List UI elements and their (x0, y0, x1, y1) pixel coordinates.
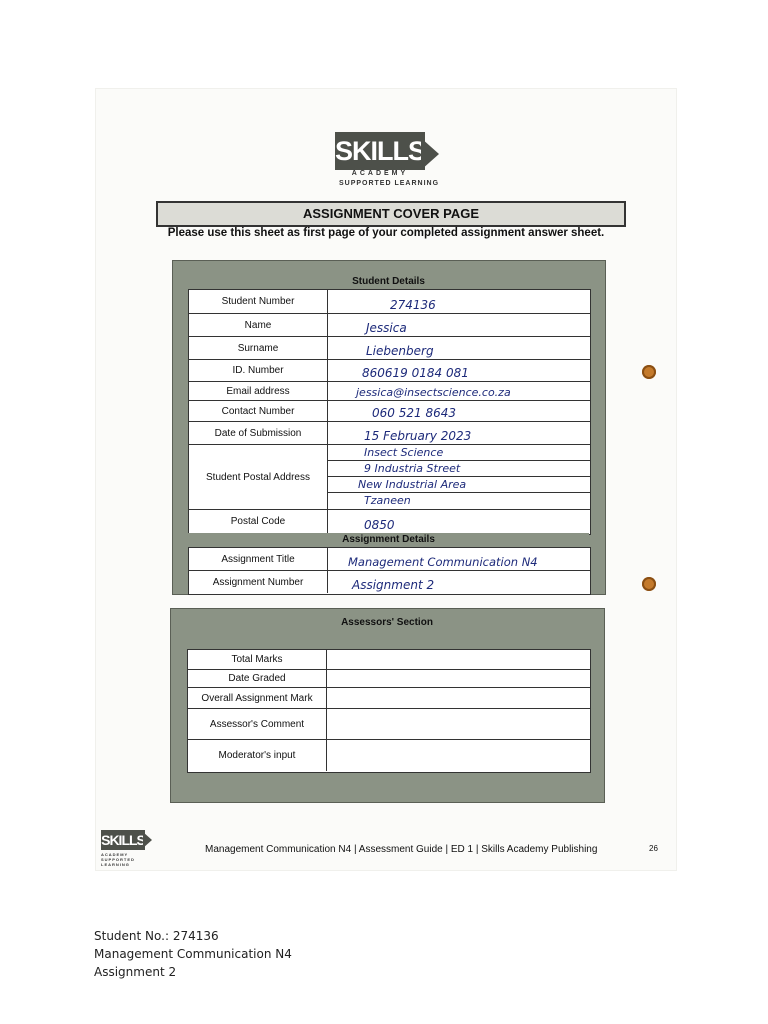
row-label: Contact Number (189, 401, 328, 421)
row-label: Email address (189, 382, 328, 400)
page-number: 26 (649, 844, 658, 853)
row-label: Student Number (189, 290, 328, 313)
moderator-input-value (327, 740, 590, 771)
table-row (188, 670, 590, 688)
student-details-header: Student Details (188, 275, 589, 289)
name-value (328, 314, 590, 336)
logo-academy: ACADEMY (351, 170, 409, 177)
assessors-panel (170, 608, 605, 803)
scanned-cover-page (95, 88, 677, 871)
table-row (189, 314, 590, 337)
submission-date-value (328, 422, 590, 444)
row-label: Name (189, 314, 328, 336)
assignment-number-value (328, 571, 590, 593)
handwritten-value: 0850 (364, 518, 395, 532)
postal-line: Tzaneen (364, 494, 411, 507)
row-label: Date Graded (188, 670, 327, 687)
email-value (328, 382, 590, 400)
page-title: ASSIGNMENT COVER PAGE (156, 201, 626, 227)
handwritten-value: Management Communication N4 (348, 555, 538, 569)
row-label: Postal Code (189, 510, 328, 533)
footer-logo (101, 828, 151, 867)
row-label: Assignment Title (189, 548, 328, 570)
postal-address-row (189, 445, 590, 510)
row-label: Surname (189, 337, 328, 359)
table-row (189, 548, 590, 571)
assessors-header: Assessors' Section (185, 613, 589, 633)
row-label: Assessor's Comment (188, 709, 327, 739)
table-row (189, 571, 590, 593)
handwritten-value: 860619 0184 081 (362, 366, 469, 380)
row-label: ID. Number (189, 360, 328, 381)
table-row (189, 510, 590, 533)
table-row (189, 290, 590, 314)
postal-address-value (328, 445, 590, 509)
postal-line: Insect Science (364, 446, 444, 459)
row-label: Total Marks (188, 650, 327, 669)
id-number-value (328, 360, 590, 381)
row-label: Overall Assignment Mark (188, 688, 327, 708)
contact-number-value (328, 401, 590, 421)
student-details-body (188, 289, 591, 535)
table-row (189, 360, 590, 382)
logo-flag-shape (421, 138, 439, 170)
postal-line: 9 Industria Street (364, 462, 461, 475)
total-marks-value (327, 650, 590, 669)
row-label: Moderator's input (188, 740, 327, 771)
table-row (188, 709, 590, 740)
handwritten-value: 15 February 2023 (364, 429, 472, 443)
student-number-value (328, 290, 590, 313)
punch-hole (642, 365, 656, 379)
row-label: Date of Submission (189, 422, 328, 444)
surname-value (328, 337, 590, 359)
handwritten-value: 274136 (390, 298, 436, 312)
assignment-line: Assignment 2 (94, 965, 177, 979)
postal-line: New Industrial Area (358, 478, 467, 491)
assessor-comment-value (327, 709, 590, 739)
date-graded-value (327, 670, 590, 687)
student-number-line: Student No.: 274136 (94, 929, 219, 943)
overall-mark-value (327, 688, 590, 708)
student-details-panel (172, 260, 606, 595)
instruction-text: Please use this sheet as first page of your completed assignment answer sheet. (167, 227, 605, 239)
assessors-table (187, 649, 591, 773)
row-label: Assignment Number (189, 571, 328, 593)
handwritten-value: 060 521 8643 (372, 406, 456, 420)
logo-brand: SKILLS (335, 132, 425, 170)
assignment-details-header: Assignment Details (188, 533, 589, 546)
footer-logo-brand: SKILLS (101, 832, 145, 848)
handwritten-value: Liebenberg (366, 344, 434, 358)
postal-code-value (328, 510, 590, 533)
table-row (188, 740, 590, 771)
footer-logo-flag (143, 832, 152, 848)
punch-hole (642, 577, 656, 591)
handwritten-value: jessica@insectscience.co.za (356, 386, 511, 399)
table-row (189, 382, 590, 401)
footer-text: Management Communication N4 | Assessment Guide | ED 1 | Skills Academy Publishing (205, 844, 598, 855)
assignment-title-value (328, 548, 590, 570)
course-line: Management Communication N4 (94, 947, 292, 961)
table-row (188, 650, 590, 670)
table-row (189, 422, 590, 445)
assignment-details-body (188, 547, 591, 595)
handwritten-value: Jessica (366, 321, 407, 335)
table-row (188, 688, 590, 709)
logo-tagline: SUPPORTED LEARNING (338, 180, 440, 187)
table-row (189, 337, 590, 360)
row-label: Student Postal Address (189, 445, 328, 509)
student-details-table (188, 275, 589, 592)
skills-academy-logo (335, 132, 443, 190)
handwritten-value: Assignment 2 (352, 578, 435, 592)
scan-footer (95, 828, 677, 868)
table-row (189, 401, 590, 422)
footer-logo-sub: ACADEMY SUPPORTED LEARNING (101, 852, 135, 867)
